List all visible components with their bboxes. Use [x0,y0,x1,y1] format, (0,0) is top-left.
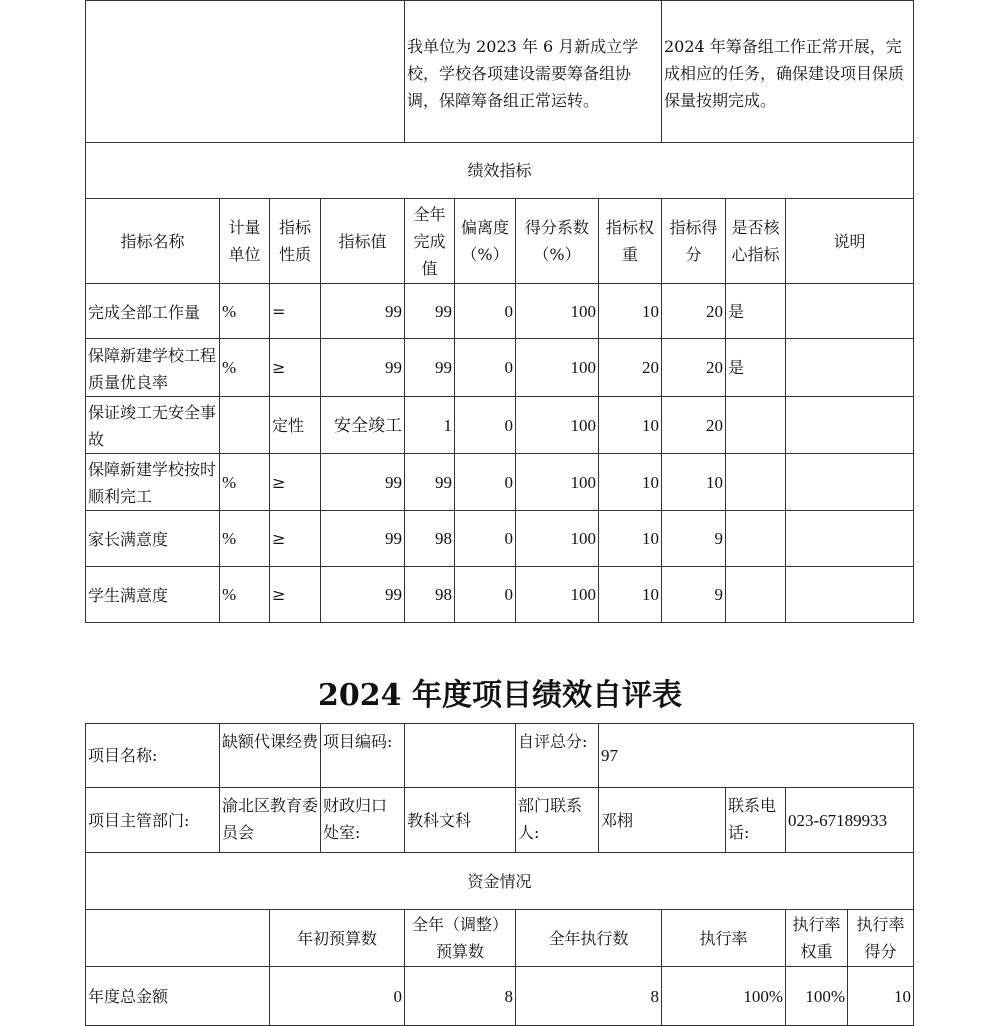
indicator-name: 完成全部工作量 [85,283,220,339]
indicator-coef: 100 [515,453,599,511]
indicator-core: 是 [725,338,786,397]
reason-text: 我单位为 2023 年 6 月新成立学校，学校各项建设需要筹备组协调，保障筹备组正常运转。 [404,0,662,143]
indicator-note [785,283,914,339]
header-coef: 得分系数（%） [515,198,599,284]
indicator-target: 99 [320,283,405,339]
indicator-weight: 10 [598,566,662,623]
contact: 邓栩 [598,787,726,853]
indicator-unit: % [219,338,270,397]
finance-office-label: 财政归口处室: [320,787,405,853]
indicator-nature: ≥ [269,338,321,397]
funding-adjusted: 8 [404,966,516,1026]
blank-cell [85,0,405,143]
dept-label: 项目主管部门: [85,787,220,853]
indicator-deviation: 0 [454,338,516,397]
indicator-weight: 20 [598,338,662,397]
dept: 渝北区教育委员会 [219,787,321,853]
indicator-actual: 98 [404,510,455,567]
funding-header-executed: 全年执行数 [515,909,662,967]
goal-text: 2024 年筹备组工作正常开展，完成相应的任务，确保建设项目保质保量按期完成。 [661,0,914,143]
indicators-section-title: 绩效指标 [85,142,914,199]
header-score: 指标得分 [661,198,726,284]
funding-initial: 0 [269,966,405,1026]
indicator-note [785,396,914,454]
header-indicator-name: 指标名称 [85,198,220,284]
indicator-weight: 10 [598,396,662,454]
indicator-note [785,566,914,623]
indicator-core [725,453,786,511]
project-code-label: 项目编码: [320,723,405,788]
funding-header-rate-weight: 执行率权重 [785,909,848,967]
funding-header-rate-score: 执行率得分 [847,909,914,967]
indicator-deviation: 0 [454,396,516,454]
header-deviation: 偏离度（%） [454,198,516,284]
indicator-core: 是 [725,283,786,339]
phone: 023-67189933 [785,787,914,853]
indicator-coef: 100 [515,566,599,623]
indicator-deviation: 0 [454,453,516,511]
indicator-target: 99 [320,453,405,511]
indicator-score: 20 [661,283,726,339]
header-target: 指标值 [320,198,405,284]
indicator-unit: % [219,566,270,623]
indicator-nature: ≥ [269,566,321,623]
project-name: 缺额代课经费 [219,723,321,788]
project-code [404,723,516,788]
indicator-score: 20 [661,338,726,397]
indicator-unit [219,396,270,454]
indicator-nature: ≥ [269,510,321,567]
indicator-core [725,566,786,623]
header-note: 说明 [785,198,914,284]
total-score: 97 [598,723,914,788]
indicator-nature: 定性 [269,396,321,454]
indicator-actual: 99 [404,338,455,397]
indicator-coef: 100 [515,283,599,339]
finance-office: 教科文科 [404,787,516,853]
indicator-unit: % [219,510,270,567]
total-score-label: 自评总分: [515,723,599,788]
indicator-nature: = [269,283,321,339]
indicator-coef: 100 [515,396,599,454]
funding-header-adjusted: 全年（调整）预算数 [404,909,516,967]
phone-label: 联系电话: [725,787,786,853]
indicator-core [725,510,786,567]
indicator-score: 10 [661,453,726,511]
indicator-nature: ≥ [269,453,321,511]
indicator-name: 保障新建学校按时顺利完工 [85,453,220,511]
funding-row-label: 年度总金额 [85,966,270,1026]
header-unit: 计量单位 [219,198,270,284]
indicator-coef: 100 [515,510,599,567]
indicator-score: 9 [661,510,726,567]
indicator-target: 99 [320,510,405,567]
indicator-weight: 10 [598,510,662,567]
header-nature: 指标性质 [269,198,321,284]
header-core: 是否核心指标 [725,198,786,284]
indicator-actual: 98 [404,566,455,623]
indicator-weight: 10 [598,283,662,339]
indicator-actual: 99 [404,453,455,511]
indicator-unit: % [219,453,270,511]
funding-section-title: 资金情况 [85,852,914,910]
indicator-deviation: 0 [454,283,516,339]
indicator-target: 99 [320,338,405,397]
indicator-score: 9 [661,566,726,623]
header-weight: 指标权重 [598,198,662,284]
header-actual: 全年完成值 [404,198,455,284]
indicator-name: 家长满意度 [85,510,220,567]
funding-header-initial: 年初预算数 [269,909,405,967]
indicator-actual: 1 [404,396,455,454]
indicator-score: 20 [661,396,726,454]
project-name-label: 项目名称: [85,723,220,788]
funding-executed: 8 [515,966,662,1026]
indicator-core [725,396,786,454]
indicator-actual: 99 [404,283,455,339]
funding-rate-score: 10 [847,966,914,1026]
indicator-target: 99 [320,566,405,623]
indicator-note [785,453,914,511]
funding-rate: 100% [661,966,786,1026]
funding-rate-weight: 100% [785,966,848,1026]
indicator-deviation: 0 [454,510,516,567]
indicator-unit: % [219,283,270,339]
indicator-deviation: 0 [454,566,516,623]
indicator-name: 保证竣工无安全事故 [85,396,220,454]
funding-header-rate: 执行率 [661,909,786,967]
funding-header-blank [85,909,270,967]
indicator-note [785,338,914,397]
indicator-target: 安全竣工 [320,396,405,454]
contact-label: 部门联系人: [515,787,599,853]
indicator-name: 学生满意度 [85,566,220,623]
form-title: 2024 年度项目绩效自评表 [318,678,682,713]
indicator-coef: 100 [515,338,599,397]
indicator-name: 保障新建学校工程质量优良率 [85,338,220,397]
indicator-weight: 10 [598,453,662,511]
indicator-note [785,510,914,567]
